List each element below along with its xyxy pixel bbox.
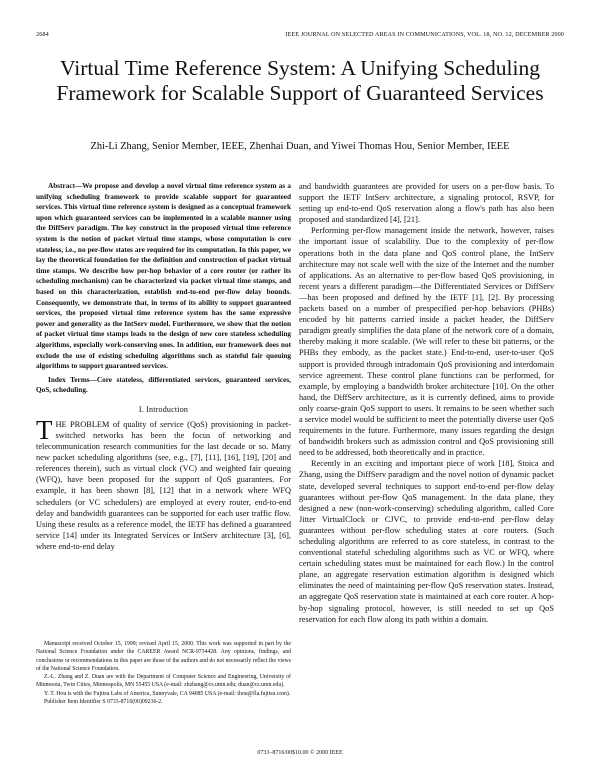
paragraph-continued: and bandwidth guarantees are provided for users on a per-flow basis. To support the IETF IntServ architecture, a signaling protocol, RSVP, for setting up end-to-end QoS reservation along a flow's path has also been proposed and standardized [4], [21].	[299, 182, 554, 225]
right-column	[299, 181, 554, 625]
section-heading-introduction: I. Introduction	[138, 404, 189, 414]
intro-paragraph	[36, 414, 291, 552]
paper-title: Virtual Time Reference System: A Unifying Scheduling Framework for Scalable Support of Guaranteed Services	[56, 56, 544, 105]
intro-paragraph-text: HE PROBLEM of quality of service (QoS) provisioning in packet-switched networks has been the focus of networking and telecommunication research communities for the last decade or so. Many new packet scheduling algorithms (see, e.g., [7], [11], [16], [19], [20] and references therein), such as virtual clock (VC) and weighted fair queuing (WFQ), have been proposed for the support of QoS guarantees. For example, it has been shown [8], [12] that in a network where WFQ schedulers (or VC schedulers) are employed at every router, end-to-end delay and bandwidth guarantees can be supported for each user traffic flow. Using these results as a reference model, the IETF has defined a guaranteed service [14] under its Integrated Services or IntServ architecture [3], [6], where end-to-end delay	[36, 419, 291, 551]
running-header	[36, 31, 564, 41]
footnote-affiliation-umn: Z.-L. Zhang and Z. Duan are with the Department of Computer Science and Engineering, University of Minnesota, Twin Cities, Minneapolis, MN 55455 USA (e-mail: zhzhang@cs.umn.edu; duan@cs.umn.edu).	[36, 674, 291, 689]
page-number: 2684	[36, 31, 49, 38]
paragraph-stoica-zhang: Recently in an exciting and important piece of work [18], Stoica and Zhang, using the DiffServ paradigm and the novel notion of dynamic packet state, developed several techniques to support end-to-end per-flow delay guarantees without per-flow QoS management. In the data plane, they designed a new (non-work-conserving) scheduling algorithm, called Core Jitter VirtualClock or CJVC, to provide end-to-end per-flow delay guarantees without per-flow scheduling states at core routers. (Such scheduling algorithms are referred to as core stateless, in contrast to the conventional stateful scheduling algorithms such as VC or WFQ, where certain scheduling states must be maintained for each flow.) In the control plane, an aggregate reservation estimation algorithm is designed which eliminates the need of maintaining per-flow QoS reservation states. Instead, an aggregate QoS reservation state is maintained at each core router. A hop-by-hop signaling protocol, however, is still needed to set up QoS reservation for each flow along its path within a domain.	[299, 459, 554, 624]
abstract: Abstract—We propose and develop a novel virtual time reference system as a unifying scheduling framework to provide scalable support for guaranteed services. This virtual time reference system is designed as a conceptual framework upon which guaranteed services can be implemented in a scalable manner using the DiffServ paradigm. The key construct in the proposed virtual time reference system is the notion of packet virtual time stamps, whose computation is core stateless, i.e., no per-flow states are required for its computation. In this paper, we lay the theoretical foundation for the definition and construction of packet virtual time stamps. We describe how per-hop behavior of a core router (or rather its scheduling mechanism) can be characterized via packet virtual time stamps, and based on this characterization, establish end-to-end per-flow delay bounds. Consequently, we demonstrate that, in terms of its ability to support guaranteed services, the proposed virtual time reference system has the same expressive power and generality as the IntServ model. Furthermore, we show that the notion of packet virtual time stamps leads to the design of new core stateless scheduling algorithms, especially work-conserving ones. In addition, our framework does not exclude the use of existing scheduling algorithms such as stateful fair queuing algorithms to support guaranteed services.	[36, 182, 291, 371]
left-column	[36, 181, 291, 552]
footnote-manuscript: Manuscript received October 15, 1999; revised April 15, 2000. This work was supported in part by the National Science Foundation under the CAREER Award NCR-9734428. Any opinions, findings, and conclusions or recommendations in this paper are those of the authors and do not necessarily reflect the views of the National Science Foundation.	[36, 641, 291, 672]
first-page-footnote	[36, 640, 291, 706]
journal-name: IEEE JOURNAL ON SELECTED AREAS IN COMMUNICATIONS, VOL. 18, NO. 12, DECEMBER 2000	[285, 31, 564, 38]
copyright-footer: 0733–8716/00$10.00 © 2000 IEEE	[257, 750, 343, 756]
drop-cap: T	[36, 414, 53, 445]
author-line: Zhi-Li Zhang, Senior Member, IEEE, Zhenhai Duan, and Yiwei Thomas Hou, Senior Member, IEEE	[90, 141, 510, 152]
footnote-affiliation-fujitsu: Y. T. Hou is with the Fujitsu Labs of America, Sunnyvale, CA 94085 USA (e-mail: thou@fla.fujitsu.com).	[44, 690, 291, 697]
paragraph-scalability: Performing per-flow management inside the network, however, raises the important issue of scalability. Due to the complexity of per-flow operations both in the data plane and QoS control plane, the IntServ architecture may not scale well with the size of the Internet and the number of applications. As an alternative to per-flow based QoS provisioning, in recent years a different paradigm—the Differentiated Services or DiffServ—has been proposed and defined by the IETF [1], [2]. By processing packets based on a number of prespecified per-hop behaviors (PHBs) encoded by bit patterns carried inside a packet header, the DiffServ paradigm greatly simplifies the data plane of the network core of a domain, thereby making it more scalable. (We will refer to these bit patterns, or the PHBs they embody, as the packet state.) End-to-end, user-to-user QoS support is provided through intradomain QoS provisioning and interdomain service agreement. These control plane functions can be performed, for example, by employing a bandwidth broker architecture [10]. On the other hand, the DiffServ architecture, as it is currently defined, aims to provide only coarse-grain QoS support to users. It remains to be seen whether such a service model would be sufficient to meet the potentially diverse user QoS requirements in the future. Furthermore, many issues regarding the design of bandwidth brokers such as admission control and QoS provisioning still need to be addressed, both theoretically and in practice.	[299, 226, 554, 458]
index-terms: Index Terms—Core stateless, differentiated services, guaranteed services, QoS, scheduling.	[36, 375, 291, 395]
footnote-publisher-id: Publisher Item Identifier S 0733-8716(00)09236-2.	[44, 699, 163, 706]
